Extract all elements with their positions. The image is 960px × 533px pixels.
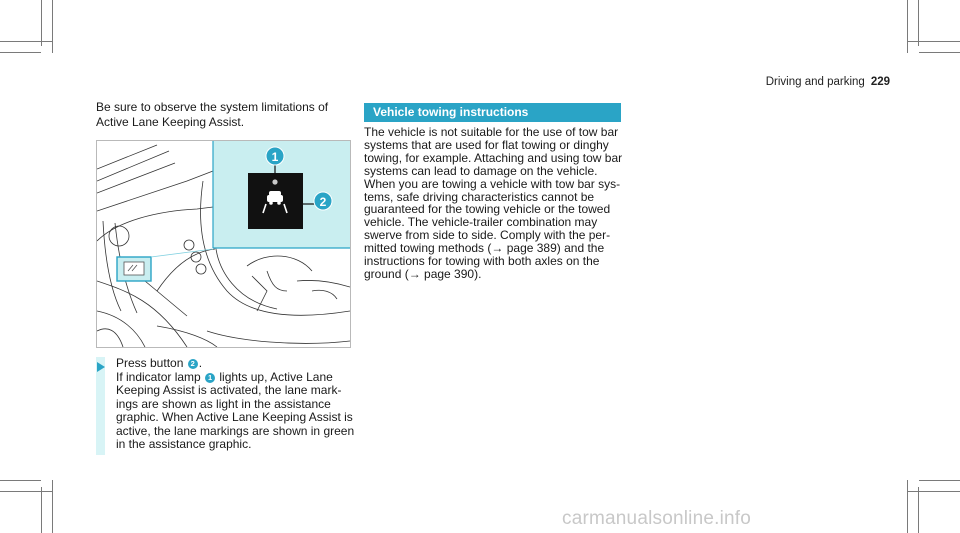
step-line: graphic. When Active Lane Keeping Assist is [116,410,353,424]
body-line: ground (→ page 390). [364,266,482,281]
running-header [766,76,890,88]
header-section: Driving and parking [765,76,865,88]
step-line: active, the lane markings are shown in green [116,423,355,438]
intro-paragraph [96,100,356,130]
crop-mark [907,491,960,492]
instruction-step [116,357,356,452]
step-text: Press button [116,356,187,370]
cockpit-drawing [97,141,350,347]
crop-mark [907,480,908,533]
callout-ref-1: 1 [205,373,215,383]
step-text: . [198,356,203,370]
step-line: ings are shown as light in the assistance [116,396,331,411]
crop-mark [907,0,908,53]
callout-ref-2: 2 [188,359,198,369]
body-line: swerve from side to side. Comply with the per- [364,228,611,243]
crop-mark [918,0,919,46]
crop-mark [0,41,53,42]
callout-2: 2 [319,195,327,209]
crop-mark [919,480,960,481]
step-line [116,357,356,371]
step-line: Keeping Assist is activated, the lane mark- [116,383,342,397]
crop-mark [52,480,53,533]
step-text: If indicator lamp [116,369,205,384]
crop-mark [52,0,53,53]
body-line: The vehicle is not suitable for the use of tow bar [364,125,619,139]
section-heading: Vehicle towing instructions [364,103,621,122]
step-arrow-icon [97,362,105,372]
crop-mark [41,0,42,46]
body-line: systems that are used for flat towing or dinghy [364,137,609,152]
body-line: When you are towing a vehicle with tow bar sys- [364,176,621,191]
crop-mark [0,491,53,492]
watermark: carmanualsonline.info [562,508,752,529]
body-line: systems can lead to damage on the vehicle. [364,163,598,178]
crop-mark [41,487,42,533]
crop-mark [907,41,960,42]
step-text: lights up, Active Lane [216,369,333,384]
page-number: 229 [870,76,890,88]
step-line: in the assistance graphic. [116,437,252,451]
body-line: towing, for example. Attaching and using tow bar [364,150,623,165]
step-line [116,371,356,385]
crop-mark [0,52,41,53]
body-line: mitted towing methods (→ page 389) and the [364,241,605,256]
cockpit-illustration [96,140,351,348]
intro-line: Be sure to observe the system limitations of [96,100,329,114]
crop-mark [919,52,960,53]
crop-mark [918,487,919,533]
body-line: vehicle. The vehicle-trailer combination may [364,215,598,230]
intro-line: Active Lane Keeping Assist. [96,115,245,129]
callout-1: 1 [271,150,279,164]
body-line: guaranteed for the towing vehicle or the towed [364,202,611,217]
body-line: instructions for towing with both axles on the [364,254,600,269]
body-line: tems, safe driving characteristics cannot be [364,189,595,204]
crop-mark [0,480,41,481]
towing-paragraph [364,126,626,281]
